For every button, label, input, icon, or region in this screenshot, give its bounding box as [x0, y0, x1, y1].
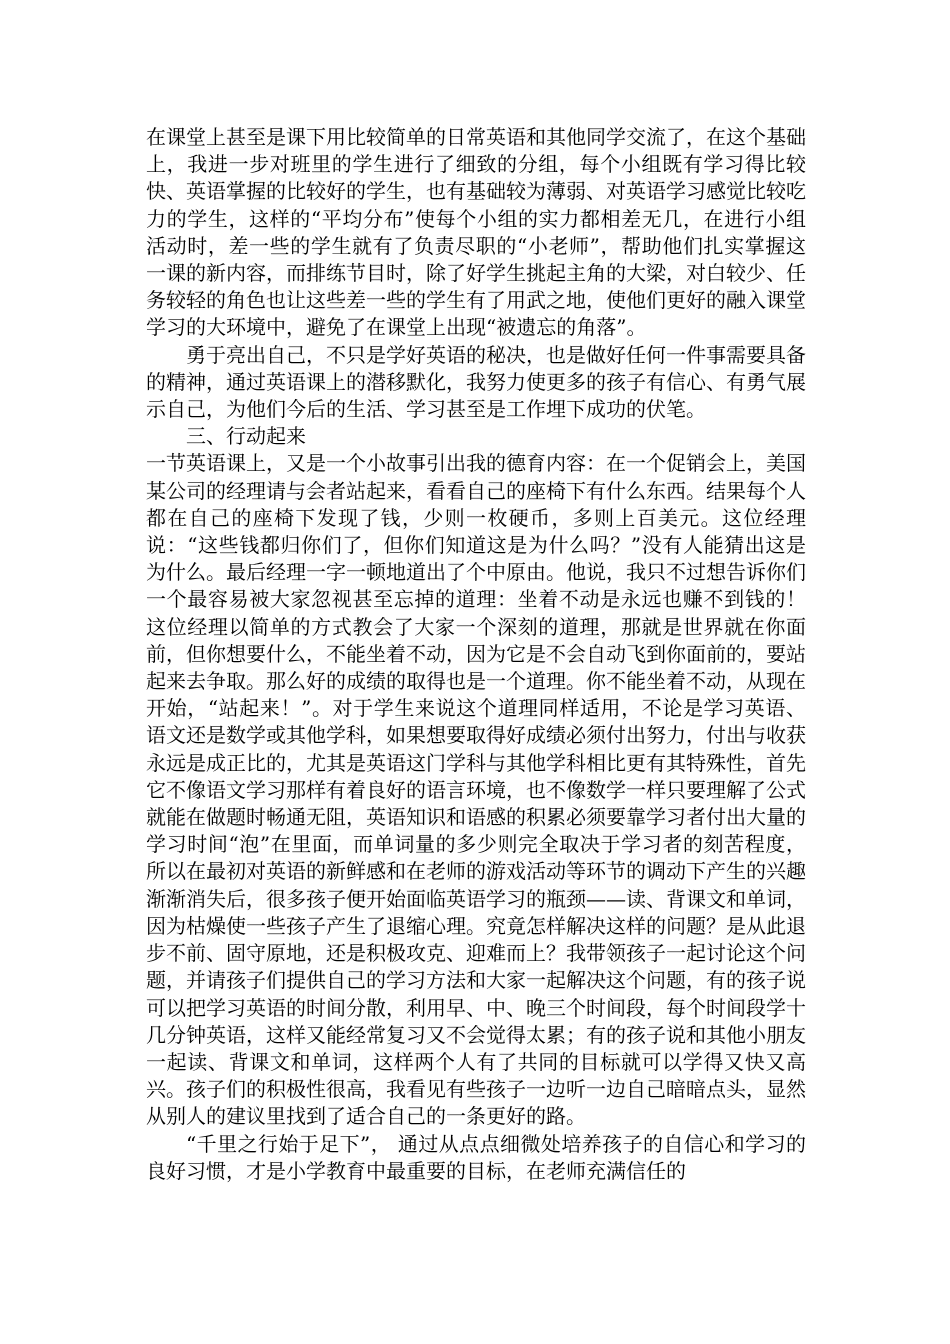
document-body	[146, 124, 806, 1185]
paragraph-confidence: 勇于亮出自己，不只是学好英语的秘决，也是做好任何一件事需要具备的精神，通过英语课上的潜移默化，我努力使更多的孩子有信心、有勇气展示自己，为他们今后的生活、学习甚至是工作埋下成功的伏笔。	[146, 342, 806, 422]
paragraph-conclusion: “千里之行始于足下”， 通过从点点细微处培养孩子的自信心和学习的良好习惯，才是小学教育中最重要的目标，在老师充满信任的	[146, 1131, 806, 1183]
paragraph-grouping: 在课堂上甚至是课下用比较简单的日常英语和其他同学交流了，在这个基础上，我进一步对班里的学生进行了细致的分组，每个小组既有学习得比较快、英语掌握的比较好的学生，也有基础较为薄弱、对英语学习感觉比较吃力的学生，这样的“平均分布”使每个小组的实力都相差无几，在进行小组活动时，差一些的学生就有了负责尽职的“小老师”，帮助他们扎实掌握这一课的新内容，而排练节目时，除了好学生挑起主角的大梁，对白较少、任务较轻的角色也让这些差一些的学生有了用武之地，使他们更好的融入课堂学习的大环境中，避免了在课堂上出现“被遗忘的角落”。	[146, 125, 806, 340]
paragraph-story: 一节英语课上，又是一个小故事引出我的德育内容：在一个促销会上，美国某公司的经理请与会者站起来，看看自己的座椅下有什么东西。结果每个人都在自己的座椅下发现了钱，少则一枚硬币，多则上百美元。这位经理说：“这些钱都归你们了，但你们知道这是为什么吗？”没有人能猜出这是为什么。最后经理一字一顿地道出了个中原由。他说，我只不过想告诉你们一个最容易被大家忽视甚至忘掉的道理：坐着不动是永远也赚不到钱的！ 这位经理以简单的方式教会了大家一个深刻的道理，那就是世界就在你面前，但你想要什么，不能坐着不动，因为它是不会自动飞到你面前的，要站起来去争取。那么好的成绩的取得也是一个道理。你不能坐着不动，从现在开始，“站起来！”。对于学生来说这个道理同样适用，不论是学习英语、语文还是数学或其他学科，如果想要取得好成绩必须付出努力，付出与收获永远是成正比的，尤其是英语这门学科与其他学科相比更有其特殊性，首先它不像语文学习那样有着良好的语言环境，也不像数学一样只要理解了公式就能在做题时畅通无阻，英语知识和语感的积累必须要靠学习者付出大量的学习时间“泡”在里面，而单词量的多少则完全取决于学习者的刻苦程度，所以在最初对英语的新鲜感和在老师的游戏活动等环节的调动下产生的兴趣渐渐消失后，很多孩子便开始面临英语学习的瓶颈——读、背课文和单词，因为枯燥使一些孩子产生了退缩心理。究竟怎样解决这样的问题？是从此退步不前、固守原地，还是积极攻克、迎难而上？我带领孩子一起讨论这个问题，并请孩子们提供自己的学习方法和大家一起解决这个问题，有的孩子说可以把学习英语的时间分散，利用早、中、晚三个时间段，每个时间段学十几分钟英语，这样又能经常复习又不会觉得太累；有的孩子说和其他小朋友一起读、背课文和单词，这样两个人有了共同的目标就可以学得又快又高兴。孩子们的积极性很高，我看见有些孩子一边听一边自己暗暗点头，显然从别人的建议里找到了适合自己的一条更好的路。	[146, 451, 806, 1129]
section-heading-act: 三、行动起来	[186, 424, 306, 449]
